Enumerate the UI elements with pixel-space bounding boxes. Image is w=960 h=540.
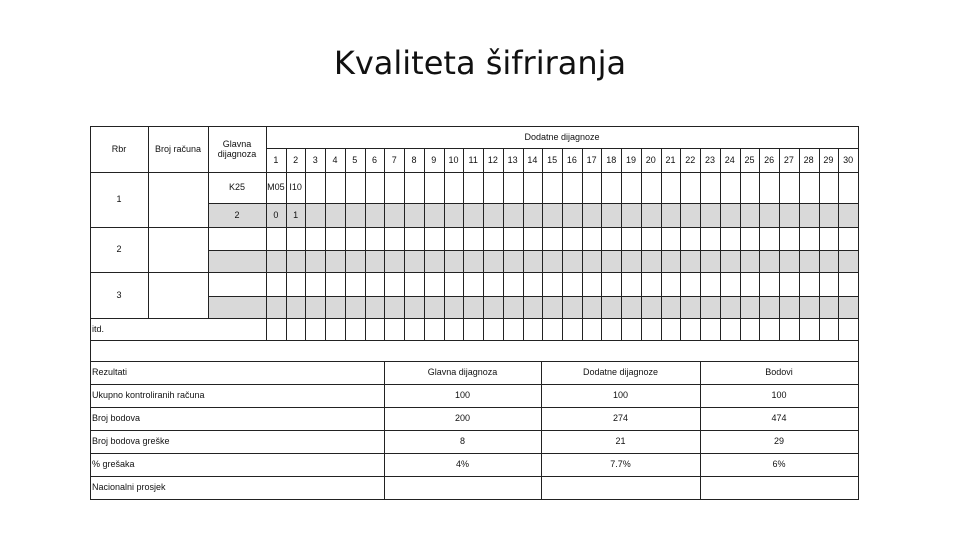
grid-line bbox=[90, 126, 859, 127]
grid-line bbox=[542, 148, 543, 340]
results-value: 7.7% bbox=[610, 459, 631, 470]
grid-line bbox=[759, 148, 760, 340]
additional-column-number: 23 bbox=[704, 154, 715, 165]
results-value: 100 bbox=[612, 390, 629, 401]
grid-line bbox=[148, 126, 149, 318]
grid-line bbox=[463, 148, 464, 340]
grid-line bbox=[700, 148, 701, 340]
grid-line bbox=[621, 148, 622, 340]
grid-line bbox=[286, 148, 287, 340]
additional-diagnosis-score: 1 bbox=[293, 209, 299, 220]
grid-line bbox=[90, 227, 859, 228]
additional-column-number: 25 bbox=[744, 154, 755, 165]
grid-line bbox=[641, 148, 642, 340]
results-row-label: % grešaka bbox=[92, 459, 135, 470]
grid-line bbox=[424, 148, 425, 340]
results-value: 8 bbox=[459, 436, 465, 447]
results-value: 274 bbox=[612, 413, 629, 424]
header-glavna-dijagnoza: Glavna dijagnoza bbox=[217, 138, 257, 159]
additional-column-number: 27 bbox=[783, 154, 794, 165]
results-row-label: Broj bodova bbox=[92, 413, 141, 424]
additional-column-number: 7 bbox=[391, 154, 397, 165]
additional-column-number: 20 bbox=[645, 154, 656, 165]
grid-line bbox=[779, 148, 780, 340]
results-value: 100 bbox=[454, 390, 471, 401]
results-row-label: Nacionalni prosjek bbox=[92, 482, 166, 493]
additional-column-number: 8 bbox=[411, 154, 417, 165]
additional-column-number: 4 bbox=[332, 154, 338, 165]
additional-column-number: 14 bbox=[527, 154, 538, 165]
grid-line bbox=[305, 148, 306, 340]
results-value: 21 bbox=[615, 436, 626, 447]
grid-line bbox=[562, 148, 563, 340]
additional-column-number: 18 bbox=[606, 154, 617, 165]
grid-line bbox=[601, 148, 602, 340]
record-number: 3 bbox=[116, 289, 122, 300]
grid-line bbox=[700, 361, 701, 499]
grid-line bbox=[503, 148, 504, 340]
results-value bbox=[700, 476, 858, 499]
grid-line bbox=[325, 148, 326, 340]
additional-diagnosis-score: 0 bbox=[273, 209, 279, 220]
grid-line bbox=[404, 148, 405, 340]
grid-line bbox=[858, 126, 859, 499]
grid-line bbox=[90, 476, 859, 477]
main-diagnosis-score bbox=[208, 250, 266, 272]
additional-column-number: 12 bbox=[487, 154, 498, 165]
grid-line bbox=[444, 148, 445, 340]
additional-column-number: 24 bbox=[724, 154, 735, 165]
additional-column-number: 13 bbox=[507, 154, 518, 165]
results-row-label: Ukupno kontroliranih računa bbox=[92, 390, 205, 401]
header-rbr: Rbr bbox=[111, 143, 127, 154]
page-title: Kvaliteta šifriranja bbox=[333, 44, 627, 82]
additional-column-number: 19 bbox=[626, 154, 637, 165]
additional-column-number: 21 bbox=[665, 154, 676, 165]
grid-line bbox=[523, 148, 524, 340]
grid-line bbox=[90, 340, 859, 341]
results-column-header: Glavna dijagnoza bbox=[427, 367, 498, 378]
grid-line bbox=[90, 499, 859, 500]
additional-column-number: 15 bbox=[547, 154, 558, 165]
additional-column-number: 26 bbox=[764, 154, 775, 165]
main-diagnosis-code bbox=[208, 227, 266, 250]
record-number: 2 bbox=[116, 244, 122, 255]
results-value: 200 bbox=[454, 413, 471, 424]
results-column-header: Bodovi bbox=[765, 367, 793, 378]
results-value bbox=[384, 476, 541, 499]
grid-line bbox=[720, 148, 721, 340]
additional-column-number: 10 bbox=[448, 154, 459, 165]
results-row-label: Broj bodova greške bbox=[92, 436, 170, 447]
results-value: 474 bbox=[771, 413, 787, 424]
grid-line bbox=[266, 126, 267, 340]
main-diagnosis-code bbox=[208, 272, 266, 296]
grid-line bbox=[819, 148, 820, 340]
results-value: 100 bbox=[771, 390, 787, 401]
additional-column-number: 3 bbox=[312, 154, 318, 165]
main-diagnosis-score bbox=[208, 296, 266, 318]
grid-line bbox=[90, 172, 859, 173]
main-diagnosis-score: 2 bbox=[234, 209, 240, 220]
grid-line bbox=[90, 384, 859, 385]
additional-column-number: 9 bbox=[431, 154, 437, 165]
record-number: 1 bbox=[116, 194, 122, 205]
additional-column-number: 1 bbox=[273, 154, 279, 165]
additional-column-number: 17 bbox=[586, 154, 597, 165]
additional-column-number: 29 bbox=[823, 154, 834, 165]
results-title: Rezultati bbox=[92, 367, 128, 378]
additional-column-number: 16 bbox=[566, 154, 577, 165]
grid-line bbox=[661, 148, 662, 340]
grid-line bbox=[90, 361, 859, 362]
grid-line bbox=[90, 407, 859, 408]
additional-column-number: 30 bbox=[843, 154, 854, 165]
grid-line bbox=[838, 148, 839, 340]
header-broj-racuna: Broj računa bbox=[154, 143, 202, 154]
grid-line bbox=[90, 318, 859, 319]
additional-column-number: 5 bbox=[352, 154, 358, 165]
additional-column-number: 11 bbox=[468, 154, 478, 165]
grid-line bbox=[541, 361, 542, 499]
grid-line bbox=[582, 148, 583, 340]
grid-line bbox=[384, 148, 385, 340]
additional-column-number: 2 bbox=[293, 154, 299, 165]
additional-diagnosis-code: M05 bbox=[267, 182, 285, 193]
etc-label: itd. bbox=[92, 323, 105, 334]
grid-line bbox=[365, 148, 366, 340]
results-value: 4% bbox=[455, 459, 469, 470]
additional-column-number: 22 bbox=[685, 154, 696, 165]
grid-line bbox=[345, 148, 346, 340]
grid-line bbox=[90, 430, 859, 431]
grid-line bbox=[740, 148, 741, 340]
grid-line bbox=[90, 272, 859, 273]
grid-line bbox=[799, 148, 800, 340]
results-value: 6% bbox=[772, 459, 786, 470]
additional-diagnosis-code: I10 bbox=[289, 182, 302, 193]
grid-line bbox=[483, 148, 484, 340]
additional-column-number: 28 bbox=[803, 154, 814, 165]
results-value: 29 bbox=[773, 436, 784, 447]
header-dodatne-dijagnoze: Dodatne dijagnoze bbox=[524, 131, 600, 142]
grid-line bbox=[680, 148, 681, 340]
results-value bbox=[541, 476, 700, 499]
additional-column-number: 6 bbox=[372, 154, 378, 165]
main-diagnosis-code: K25 bbox=[228, 182, 245, 193]
results-column-header: Dodatne dijagnoze bbox=[582, 367, 659, 378]
grid-line bbox=[208, 126, 209, 318]
grid-line bbox=[384, 361, 385, 499]
grid-line bbox=[90, 453, 859, 454]
